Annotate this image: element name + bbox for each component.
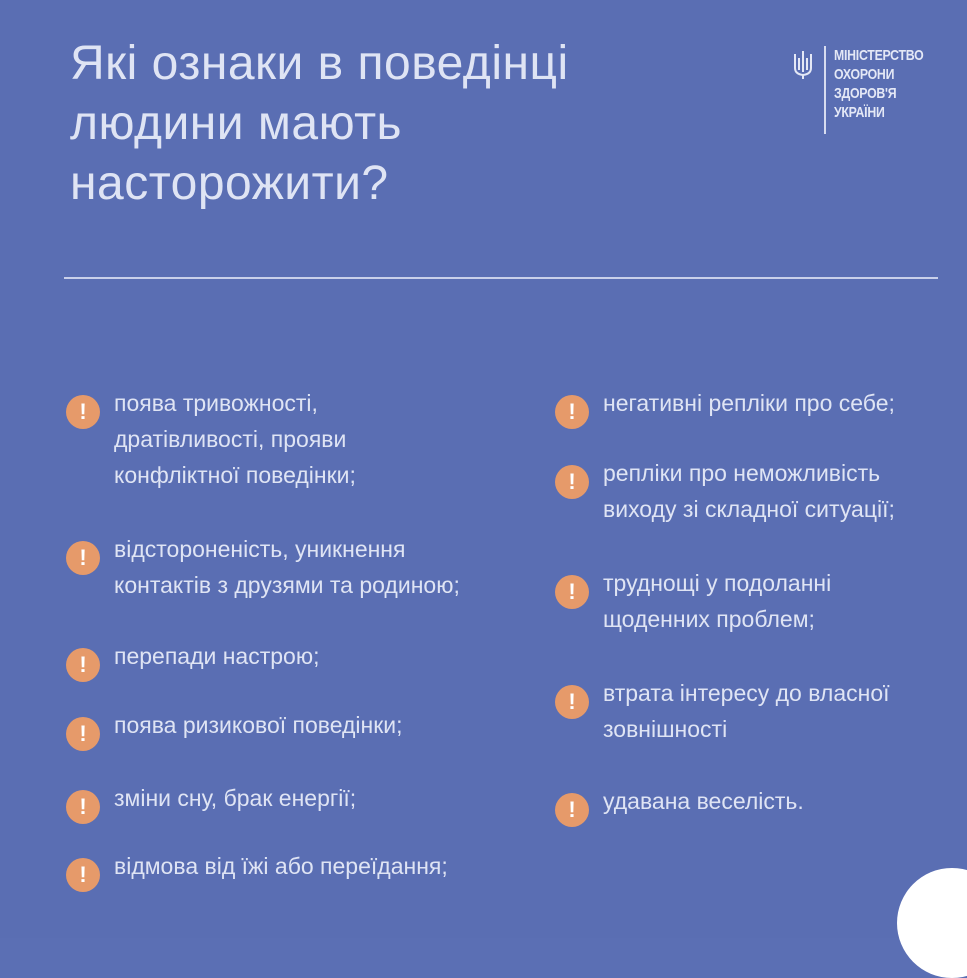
list-item-text: перепади настрою; <box>114 643 320 669</box>
title-divider <box>64 277 938 279</box>
list-item <box>66 848 448 892</box>
list-item-text: репліки про неможливість виходу зі складної ситуації; <box>603 460 895 522</box>
logo-divider <box>824 46 826 134</box>
list-item-text: удавана веселість. <box>603 788 804 814</box>
exclamation-icon: ! <box>555 685 589 719</box>
list-item-text: поява ризикової поведінки; <box>114 712 403 738</box>
list-item <box>555 783 804 827</box>
list-item <box>555 385 895 429</box>
list-item-text: негативні репліки про себе; <box>603 390 895 416</box>
list-item-text: зміни сну, брак енергії; <box>114 785 357 811</box>
list-item <box>66 385 356 493</box>
list-item-text: відмова від їжі або переїдання; <box>114 853 448 879</box>
exclamation-icon: ! <box>555 465 589 499</box>
list-item-text: втрата інтересу до власної зовнішності <box>603 680 890 742</box>
exclamation-icon: ! <box>555 793 589 827</box>
corner-decoration <box>897 868 967 978</box>
list-item-text: поява тривожності, дратівливості, прояви конфліктної поведінки; <box>114 390 356 488</box>
ministry-logo <box>792 46 943 138</box>
logo-line: УКРАЇНИ <box>834 104 885 121</box>
exclamation-icon: ! <box>66 541 100 575</box>
list-item <box>66 531 460 603</box>
trident-icon <box>792 50 814 80</box>
list-item-text: відстороненість, уникнення контактів з друзями та родиною; <box>114 536 460 598</box>
exclamation-icon: ! <box>66 790 100 824</box>
logo-line: ОХОРОНИ <box>834 66 895 83</box>
page-title: Які ознаки в поведінці людини мають насторожити? <box>70 37 569 210</box>
exclamation-icon: ! <box>555 575 589 609</box>
list-item <box>66 707 403 751</box>
list-item-text: труднощі у подоланні щоденних проблем; <box>603 570 832 632</box>
exclamation-icon: ! <box>555 395 589 429</box>
exclamation-icon: ! <box>66 858 100 892</box>
list-item <box>555 565 831 637</box>
exclamation-icon: ! <box>66 648 100 682</box>
logo-line: ЗДОРОВ'Я <box>834 85 897 102</box>
list-item <box>66 780 356 824</box>
logo-line: МІНІСТЕРСТВО <box>834 47 924 64</box>
list-item <box>555 455 895 527</box>
exclamation-icon: ! <box>66 717 100 751</box>
list-item <box>555 675 890 747</box>
exclamation-icon: ! <box>66 395 100 429</box>
list-item <box>66 638 319 682</box>
logo-text <box>834 46 923 122</box>
